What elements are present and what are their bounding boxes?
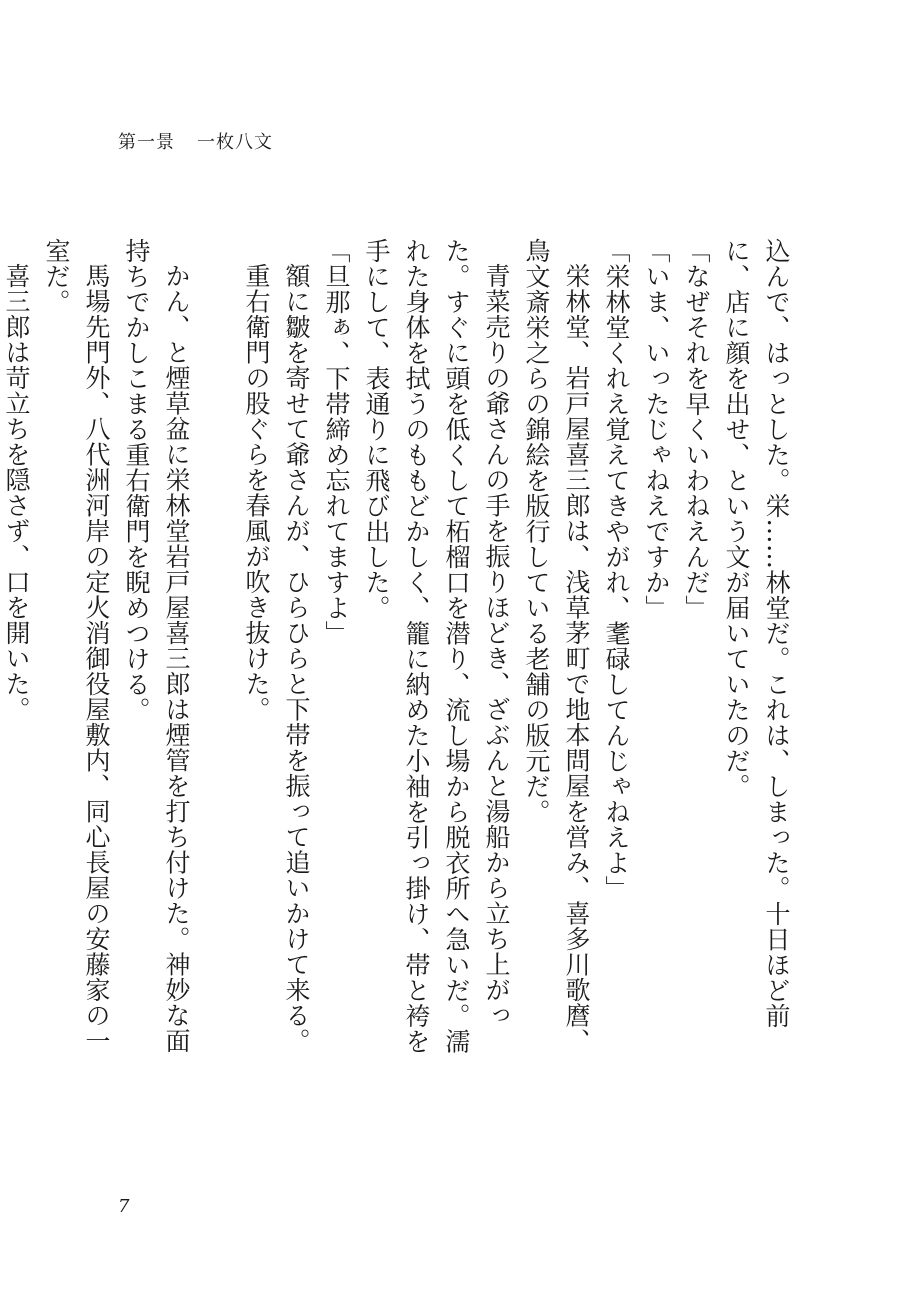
paragraph: 青菜売りの爺さんの手を振りほどき、ざぶんと湯船から立ち上がった。すぐに頭を低くして柘榴口を潜り、流し場から脱衣所へ急いだ。濡れた身体を拭うのももどかしく、籠に納めた小袖を引っ掛け、帯と袴を手にして、表通りに飛び出した。 — [362, 238, 511, 1054]
paragraph: 栄林堂、岩戸屋喜三郎は、浅草茅町で地本問屋を営み、喜多川歌麿、鳥文斎栄之らの錦絵を版行している老舗の版元だ。 — [522, 238, 591, 1054]
chapter-label: 第一景 — [118, 132, 175, 153]
paragraph: 馬場先門外、八代洲河岸の定火消御役屋敷内、同心長屋の安藤家の一室だ。 — [42, 238, 111, 1054]
paragraph: かん、と煙草盆に栄林堂岩戸屋喜三郎は煙管を打ち付けた。神妙な面持ちでかしこまる重右衛門を睨めつける。 — [122, 238, 191, 1054]
scene-break — [196, 238, 236, 1078]
page-number: 7 — [118, 1196, 130, 1217]
paragraph: 喜三郎は苛立ちを隠さず、口を開いた。 — [2, 263, 31, 722]
paragraph: 重右衛門の股ぐらを春風が吹き抜けた。 — [242, 263, 271, 722]
paragraph: 額に皺を寄せて爺さんが、ひらひらと下帯を振って追いかけて来る。 — [282, 263, 311, 1054]
dialogue-line: 「栄林堂くれえ覚えてきやがれ、耄碌してんじゃねえよ」 — [602, 238, 631, 901]
dialogue-line: 「いま、いったじゃねえですか」 — [642, 238, 671, 621]
vertical-body-text — [2, 238, 796, 1078]
chapter-title: 一枚八文 — [197, 132, 273, 153]
paragraph: 込んで、はっとした。栄……林堂だ。これは、しまった。十日ほど前に、店に顔を出せ、という文が届いていたのだ。 — [722, 238, 791, 1029]
running-head — [118, 128, 273, 154]
dialogue-line: 「旦那ぁ、下帯締め忘れてますよ」 — [322, 238, 351, 646]
dialogue-line: 「なぜそれを早くいわねえんだ」 — [682, 238, 711, 621]
